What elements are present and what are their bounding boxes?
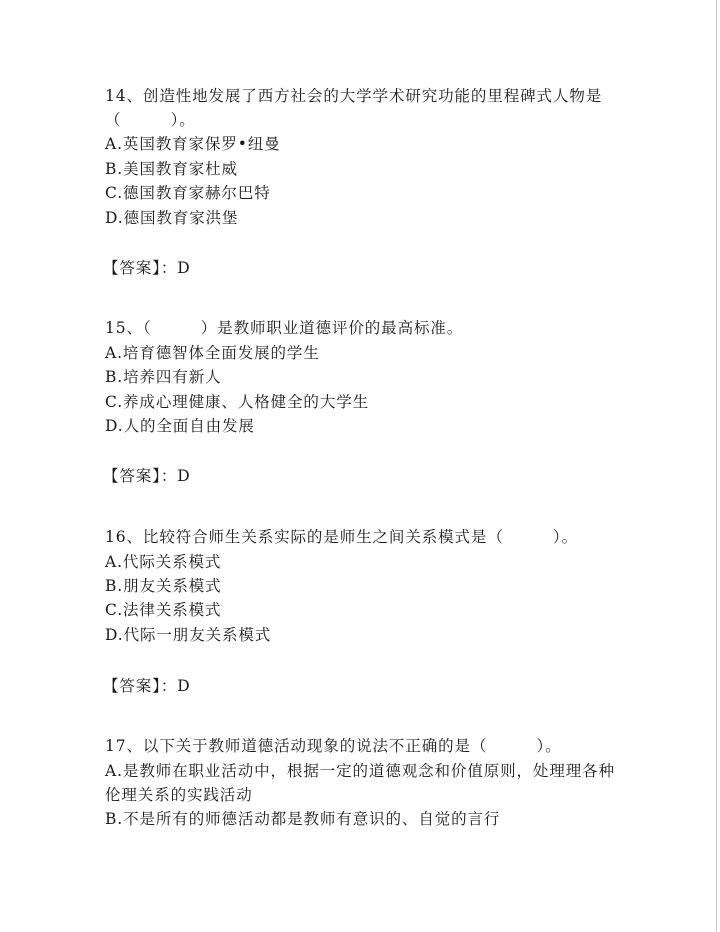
option-b: B.培养四有新人 [105, 368, 222, 386]
option-d: D.德国教育家洪堡 [105, 209, 239, 227]
question-stem-line: 16、比较符合师生关系实际的是师生之间关系模式是（ ）。 [105, 528, 578, 546]
option-b: B.不是所有的师德活动都是教师有意识的、自觉的言行 [105, 810, 501, 828]
option-c: C.法律关系模式 [105, 601, 222, 619]
option-a: A.代际关系模式 [105, 553, 222, 571]
page-edge [716, 0, 717, 932]
option-d: D.代际一朋友关系模式 [105, 626, 272, 644]
option-b: B.美国教育家杜威 [105, 160, 238, 178]
question-stem-line: 15、（ ）是教师职业道德评价的最高标准。 [105, 319, 464, 337]
option-d: D.人的全面自由发展 [105, 417, 255, 435]
option-c: C.德国教育家赫尔巴特 [105, 184, 271, 202]
option-a-continued: 伦理关系的实践活动 [105, 786, 253, 804]
answer-label: 【答案】：D [103, 259, 191, 277]
question-stem-line: 17、以下关于教师道德活动现象的说法不正确的是（ ）。 [105, 737, 562, 755]
option-c: C.养成心理健康、人格健全的大学生 [105, 393, 370, 411]
answer-label: 【答案】：D [103, 467, 191, 485]
option-a: A.是教师在职业活动中，根据一定的道德观念和价值原则，处理理各种 [105, 762, 615, 780]
option-b: B.朋友关系模式 [105, 577, 222, 595]
question-stem-line: 14、创造性地发展了西方社会的大学学术研究功能的里程碑式人物是 [105, 87, 603, 105]
answer-label: 【答案】：D [103, 677, 191, 695]
option-a: A.培育德智体全面发展的学生 [105, 344, 320, 362]
option-a: A.英国教育家保罗•纽曼 [105, 135, 281, 153]
question-stem-line: （ ）。 [105, 111, 196, 129]
